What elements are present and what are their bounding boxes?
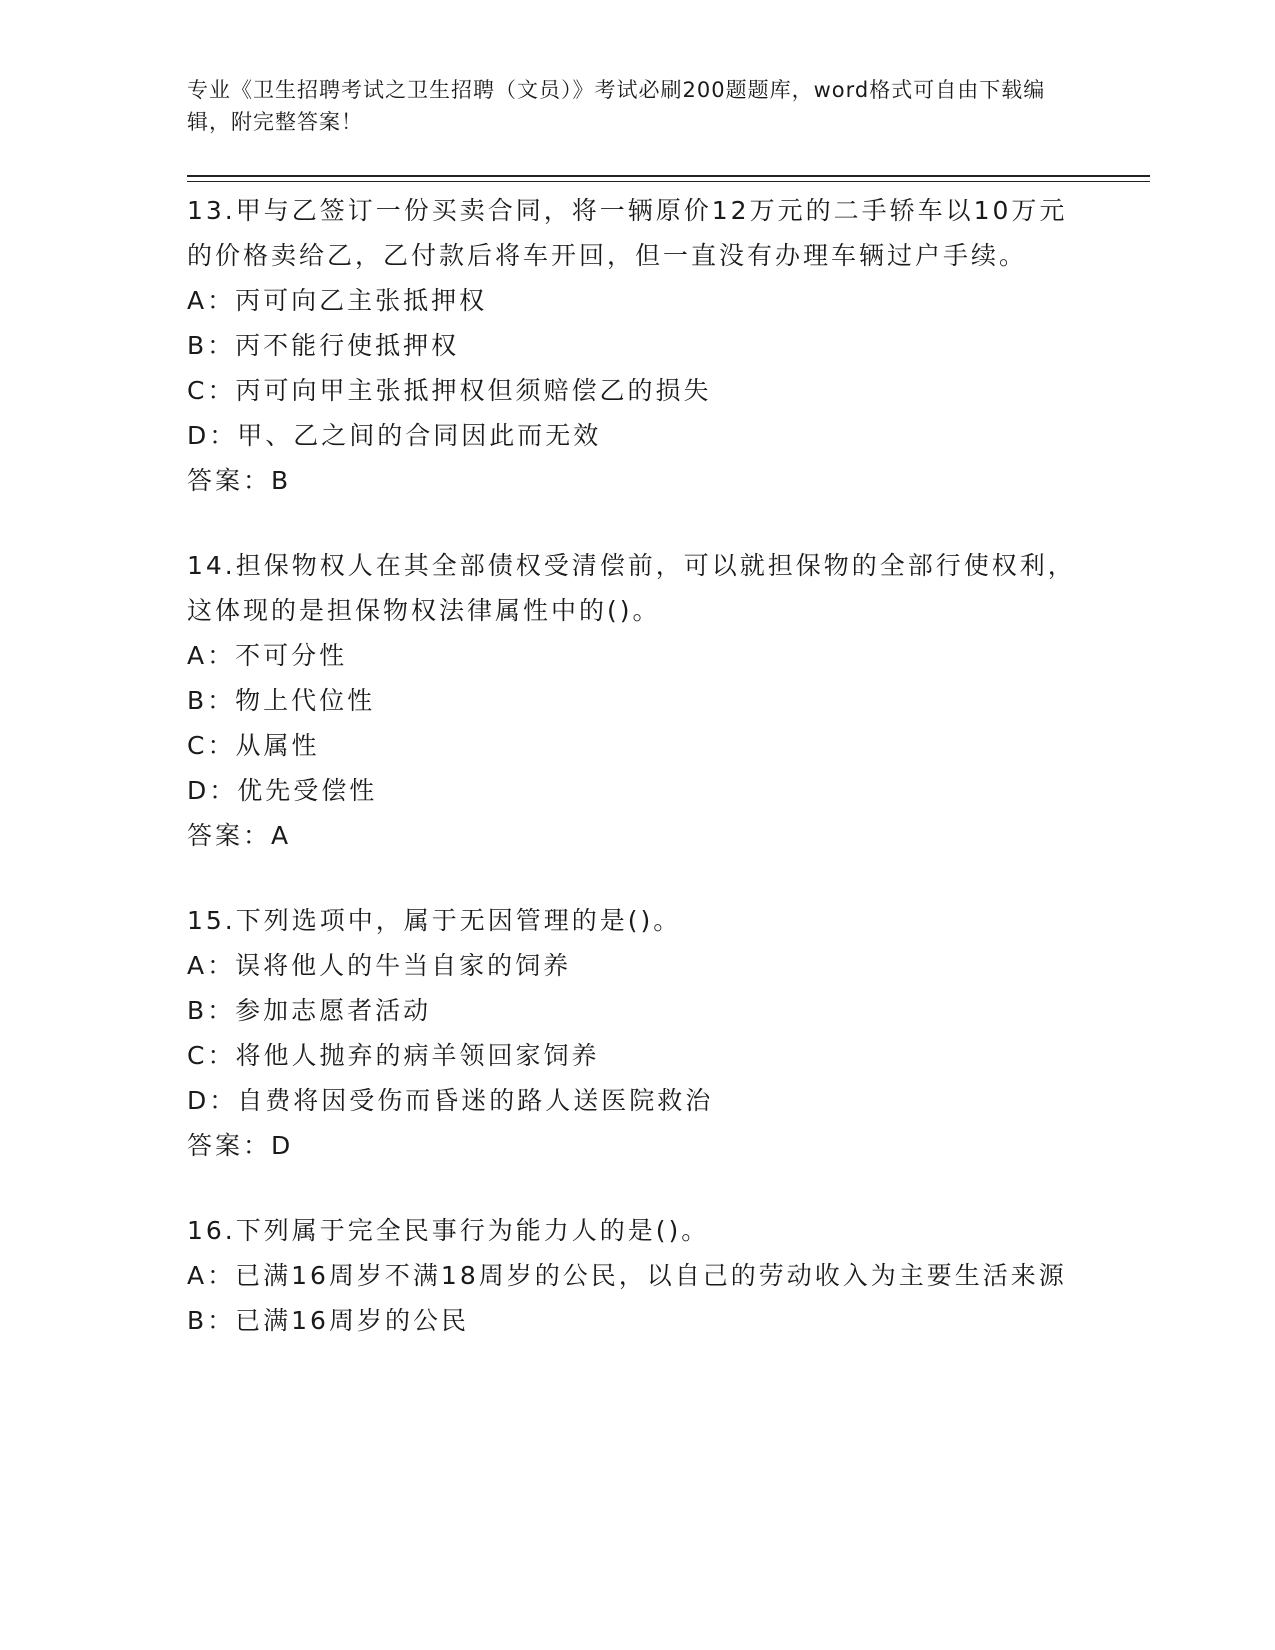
question-13 — [187, 188, 1087, 503]
header-divider-thick — [187, 175, 1150, 177]
option-b: B：丙不能行使抵押权 — [187, 331, 460, 360]
option-c: C：从属性 — [187, 731, 320, 760]
option-a: A：已满16周岁不满18周岁的公民，以自己的劳动收入为主要生活来源 — [187, 1261, 1067, 1290]
question-stem: 15.下列选项中，属于无因管理的是()。 — [187, 906, 682, 935]
question-stem: 13.甲与乙签订一份买卖合同，将一辆原价12万元的二手轿车以10万元的价格卖给乙，乙付款后将车开回，但一直没有办理车辆过户手续。 — [187, 196, 1068, 270]
option-c: C：丙可向甲主张抵押权但须赔偿乙的损失 — [187, 376, 712, 405]
option-a: A：丙可向乙主张抵押权 — [187, 286, 488, 315]
answer: 答案：D — [187, 1131, 294, 1160]
question-stem: 14.担保物权人在其全部债权受清偿前，可以就担保物的全部行使权利，这体现的是担保物权法律属性中的()。 — [187, 551, 1076, 625]
question-15 — [187, 898, 1087, 1168]
option-d: D：自费将因受伤而昏迷的路人送医院救治 — [187, 1086, 714, 1115]
option-a: A：不可分性 — [187, 641, 348, 670]
answer: 答案：B — [187, 466, 292, 495]
option-b: B：已满16周岁的公民 — [187, 1306, 469, 1335]
option-b: B：物上代位性 — [187, 686, 376, 715]
option-b: B：参加志愿者活动 — [187, 996, 432, 1025]
question-list — [187, 188, 1087, 1383]
option-a: A：误将他人的牛当自家的饲养 — [187, 951, 572, 980]
question-16 — [187, 1208, 1087, 1343]
question-stem: 16.下列属于完全民事行为能力人的是()。 — [187, 1216, 710, 1245]
document-header: 专业《卫生招聘考试之卫生招聘（文员）》考试必刷200题题库，word格式可自由下载编辑，附完整答案！ — [187, 78, 1046, 134]
question-14 — [187, 543, 1087, 858]
option-c: C：将他人抛弃的病羊领回家饲养 — [187, 1041, 600, 1070]
header-divider-thin — [187, 181, 1150, 182]
option-d: D：优先受偿性 — [187, 776, 378, 805]
answer: 答案：A — [187, 821, 292, 850]
option-d: D：甲、乙之间的合同因此而无效 — [187, 421, 602, 450]
